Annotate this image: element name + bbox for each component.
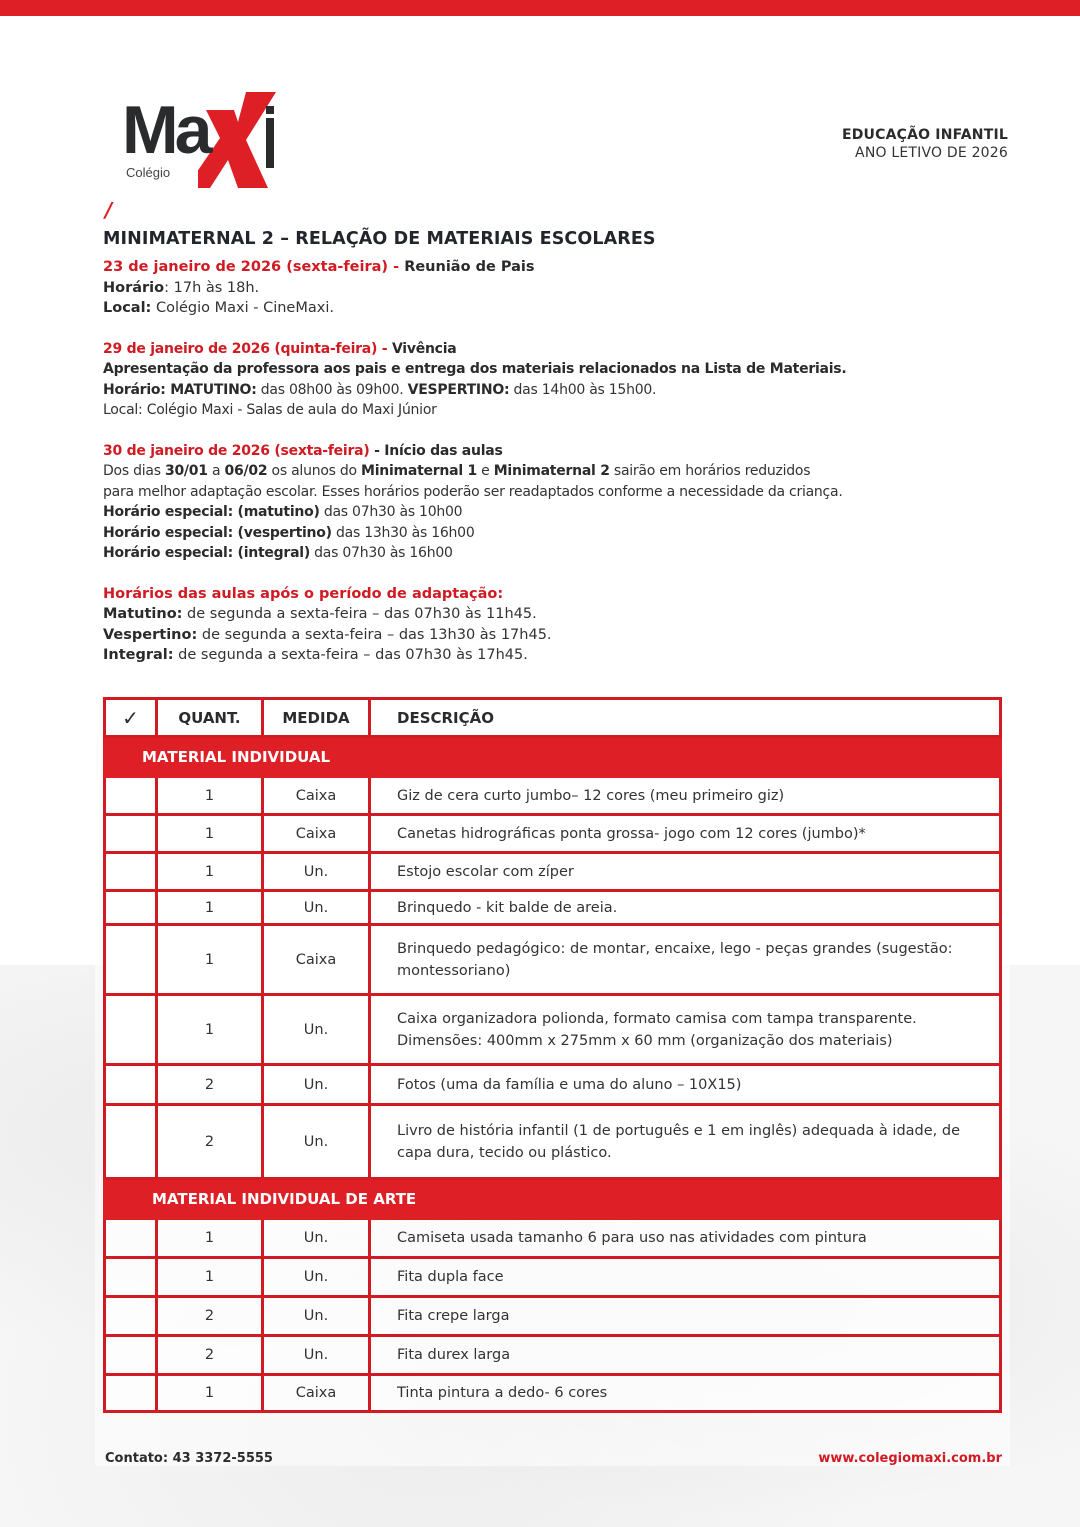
check-column-header	[105, 699, 157, 737]
after-morning: Matutino: de segunda a sexta-feira – das 07h30 às 11h45.	[103, 606, 537, 622]
start-paragraph-1: Dos dias 30/01 a 06/02 os alunos do Minimaternal 1 e Minimaternal 2 sairão em horários reduzidos	[103, 463, 811, 479]
meeting-heading: 23 de janeiro de 2026 (sexta-feira) - Reunião de Pais	[103, 259, 535, 275]
after-integral: Integral: de segunda a sexta-feira – das 07h30 às 17h45.	[103, 647, 528, 663]
row-checkbox[interactable]	[105, 777, 157, 815]
experience-description: Apresentação da professora aos pais e entrega dos materiais relacionados na Lista de Materiais.	[103, 361, 847, 377]
row-checkbox[interactable]	[105, 853, 157, 891]
table-row: 2 Un. Fita crepe larga	[105, 1297, 1001, 1336]
start-heading: 30 de janeiro de 2026 (sexta-feira) - Início das aulas	[103, 442, 503, 459]
experience-place: Local: Colégio Maxi - Salas de aula do Maxi Júnior	[103, 402, 437, 418]
start-paragraph-2: para melhor adaptação escolar. Esses horários poderão ser readaptados conforme a necessidade da criança.	[103, 483, 843, 500]
description-column-header: DESCRIÇÃO	[370, 699, 1001, 737]
table-row: 1 Caixa Giz de cera curto jumbo– 12 cores (meu primeiro giz)	[105, 777, 1001, 815]
row-checkbox[interactable]	[105, 1297, 157, 1336]
special-time-morning: Horário especial: (matutino) das 07h30 às 10h00	[103, 504, 463, 520]
special-time-afternoon: Horário especial: (vespertino) das 13h30 às 16h00	[103, 524, 475, 541]
document-header	[842, 126, 1008, 162]
logo-i-bar	[266, 118, 274, 168]
table-row: 2 Un. Fita durex larga	[105, 1336, 1001, 1375]
table-row: 1 Un. Brinquedo - kit balde de areia.	[105, 891, 1001, 925]
page-title: MINIMATERNAL 2 – RELAÇÃO DE MATERIAIS ESCOLARES	[103, 229, 656, 249]
website-link[interactable]: www.colegiomaxi.com.br	[818, 1451, 1002, 1466]
section-header-individual: MATERIAL INDIVIDUAL	[105, 737, 1001, 777]
contact-phone: Contato: 43 3372-5555	[105, 1451, 273, 1466]
row-checkbox[interactable]	[105, 1375, 157, 1412]
meeting-place: Local: Colégio Maxi - CineMaxi.	[103, 300, 334, 316]
table-row: 1 Caixa Tinta pintura a dedo- 6 cores	[105, 1375, 1001, 1412]
meeting-time: Horário: 17h às 18h.	[103, 279, 260, 296]
row-checkbox[interactable]	[105, 1336, 157, 1375]
table-row: 1 Caixa Canetas hidrográficas ponta grossa- jogo com 12 cores (jumbo)*	[105, 815, 1001, 853]
logo-text: Ma	[122, 92, 209, 168]
quantity-column-header: QUANT.	[157, 699, 263, 737]
logo-x-icon	[198, 90, 298, 190]
school-year-label: ANO LETIVO DE 2026	[855, 145, 1008, 161]
table-row: 1 Caixa Brinquedo pedagógico: de montar, encaixe, lego - peças grandes (sugestão: montessoriano)	[105, 925, 1001, 995]
slash-accent: /	[105, 198, 113, 222]
table-row: 1 Un. Caixa organizadora polionda, formato camisa com tampa transparente. Dimensões: 400mm x 275mm x 60 mm (organização dos materiais)	[105, 995, 1001, 1065]
row-checkbox[interactable]	[105, 1258, 157, 1297]
after-adaptation-heading: Horários das aulas após o período de adaptação:	[103, 585, 504, 602]
unit-column-header: MEDIDA	[263, 699, 370, 737]
row-checkbox[interactable]	[105, 1065, 157, 1105]
logo-subtitle: Colégio	[126, 165, 171, 180]
segment-label: EDUCAÇÃO INFANTIL	[841, 127, 1008, 143]
school-logo	[120, 90, 280, 190]
row-checkbox[interactable]	[105, 891, 157, 925]
special-time-integral: Horário especial: (integral) das 07h30 às 16h00	[103, 545, 453, 561]
row-checkbox[interactable]	[105, 925, 157, 995]
row-checkbox[interactable]	[105, 995, 157, 1065]
row-checkbox[interactable]	[105, 1219, 157, 1258]
table-row: 2 Un. Fotos (uma da família e uma do aluno – 10X15)	[105, 1065, 1001, 1105]
table-row: 2 Un. Livro de história infantil (1 de português e 1 em inglês) adequada à idade, de capa dura, tecido ou plástico.	[105, 1105, 1001, 1179]
table-header-row	[105, 699, 1001, 737]
top-accent-bar	[0, 0, 1080, 16]
experience-time: Horário: MATUTINO: das 08h00 às 09h00. VESPERTINO: das 14h00 às 15h00.	[103, 381, 657, 398]
materials-table	[103, 697, 1002, 1413]
table-row: 1 Un. Camiseta usada tamanho 6 para uso nas atividades com pintura	[105, 1219, 1001, 1258]
row-checkbox[interactable]	[105, 815, 157, 853]
schedule-section	[103, 227, 1003, 666]
after-afternoon: Vespertino: de segunda a sexta-feira – das 13h30 às 17h45.	[103, 626, 552, 643]
table-row: 1 Un. Fita dupla face	[105, 1258, 1001, 1297]
logo-i-dot	[266, 106, 274, 114]
checkmark-icon: ✓	[122, 705, 139, 730]
table-row: 1 Un. Estojo escolar com zíper	[105, 853, 1001, 891]
experience-heading: 29 de janeiro de 2026 (quinta-feira) - Vivência	[103, 340, 457, 357]
row-checkbox[interactable]	[105, 1105, 157, 1179]
section-header-art: MATERIAL INDIVIDUAL DE ARTE	[105, 1179, 1001, 1219]
